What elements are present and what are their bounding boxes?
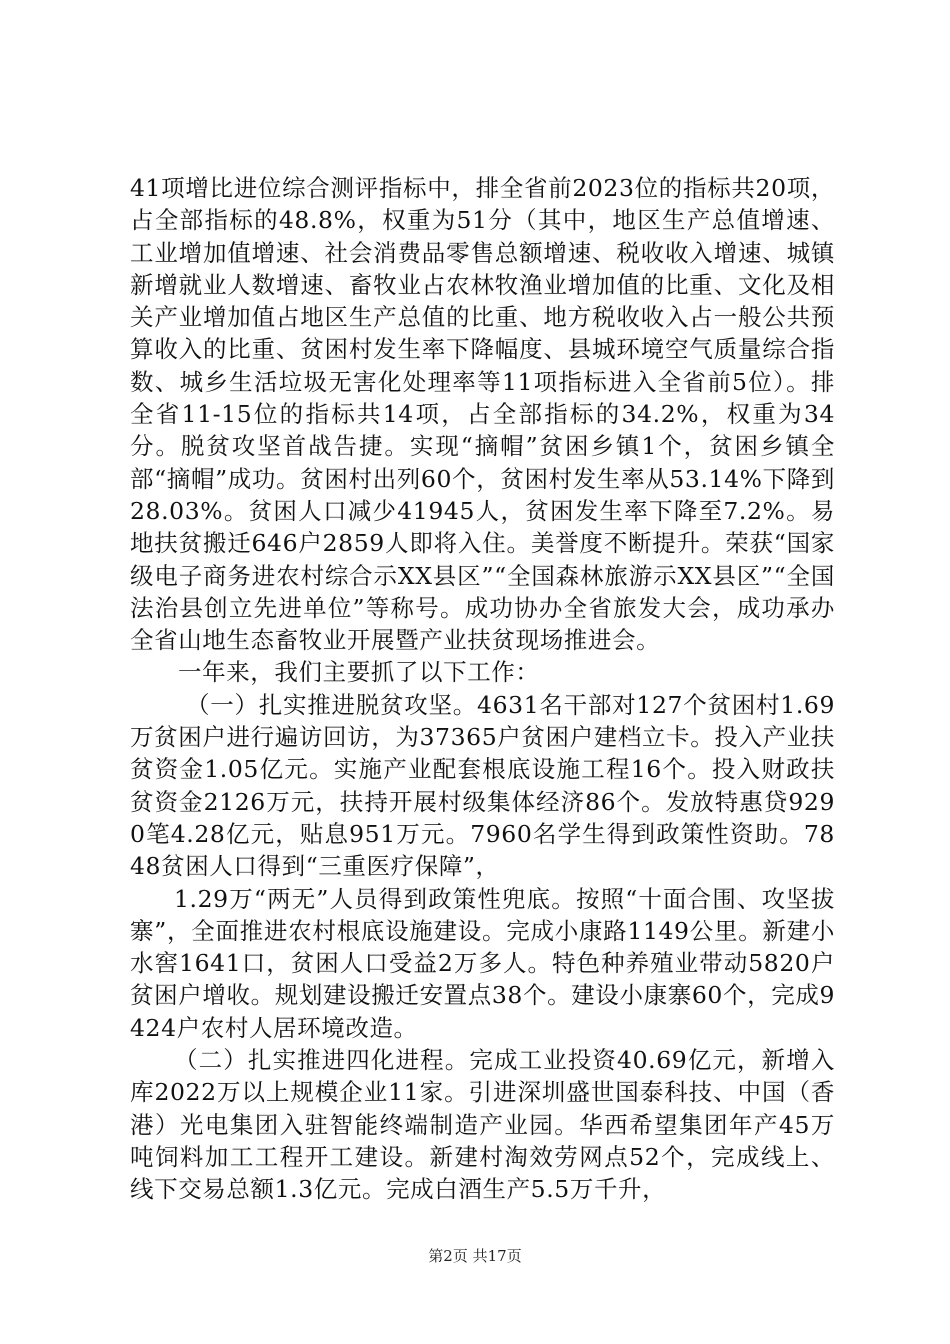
paragraph-section-2: （二）扎实推进四化进程。完成工业投资40.69亿元，新增入库2022万以上规模企业11家。引进深圳盛世国泰科技、中国（香港）光电集团入驻智能终端制造产业园。华西希望集团年产45万吨饲料加工工程开工建设。新建村淘效劳网点52个，完成线上、线下交易总额1.3亿元。完成白酒生产5.5万千升， bbox=[130, 1046, 835, 1204]
paragraph-summary: 41项增比进位综合测评指标中，排全省前2023位的指标共20项，占全部指标的48.8%，权重为51分（其中，地区生产总值增速、工业增加值增速、社会消费品零售总额增速、税收收入增速、城镇新增就业人数增速、畜牧业占农林牧渔业增加值的比重、文化及相关产业增加值占地区生产总值的比重、地方税收收入占一般公共预算收入的比重、贫困村发生率下降幅度、县城环境空气质量综合指数、城乡生活垃圾无害化处理率等11项指标进入全省前5位）。排全省11-15位的指标共14项，占全部指标的34.2%，权重为34分。脱贫攻坚首战告捷。实现“摘帽”贫困乡镇1个，贫困乡镇全部“摘帽”成功。贫困村出列60个，贫困村发生率从53.14%下降到28.03%。贫困人口减少41945人，贫困发生率下降至7.2%。易地扶贫搬迁646户2859人即将入住。美誉度不断提升。荣获“国家级电子商务进农村综合示XX县区”“全国森林旅游示XX县区”“全国法治县创立先进单位”等称号。成功协办全省旅发大会，成功承办全省山地生态畜牧业开展暨产业扶贫现场推进会。 bbox=[130, 174, 835, 655]
document-body bbox=[130, 172, 835, 1206]
paragraph-section-1: （一）扎实推进脱贫攻坚。4631名干部对127个贫困村1.69万贫困户进行遍访回访，为37365户贫困户建档立卡。投入产业扶贫资金1.05亿元。实施产业配套根底设施工程16个。投入财政扶贫资金2126万元，扶持开展村级集体经济86个。发放特惠贷9290笔4.28亿元，贴息951万元。7960名学生得到政策性资助。7848贫困人口得到“三重医疗保障”， bbox=[130, 690, 835, 881]
paragraph-section-1-continued: 1.29万“两无”人员得到政策性兜底。按照“十面合围、攻坚拔寨”，全面推进农村根底设施建设。完成小康路1149公里。新建小水窖1641口，贫困人口受益2万多人。特色种养殖业带动5820户贫困户增收。规划建设搬迁安置点38个。建设小康寨60个，完成9424户农村人居环境改造。 bbox=[130, 884, 835, 1042]
paragraph-intro: 一年来，我们主要抓了以下工作： bbox=[178, 658, 540, 687]
page-number-footer: 第2页 共17页 bbox=[428, 1247, 522, 1265]
